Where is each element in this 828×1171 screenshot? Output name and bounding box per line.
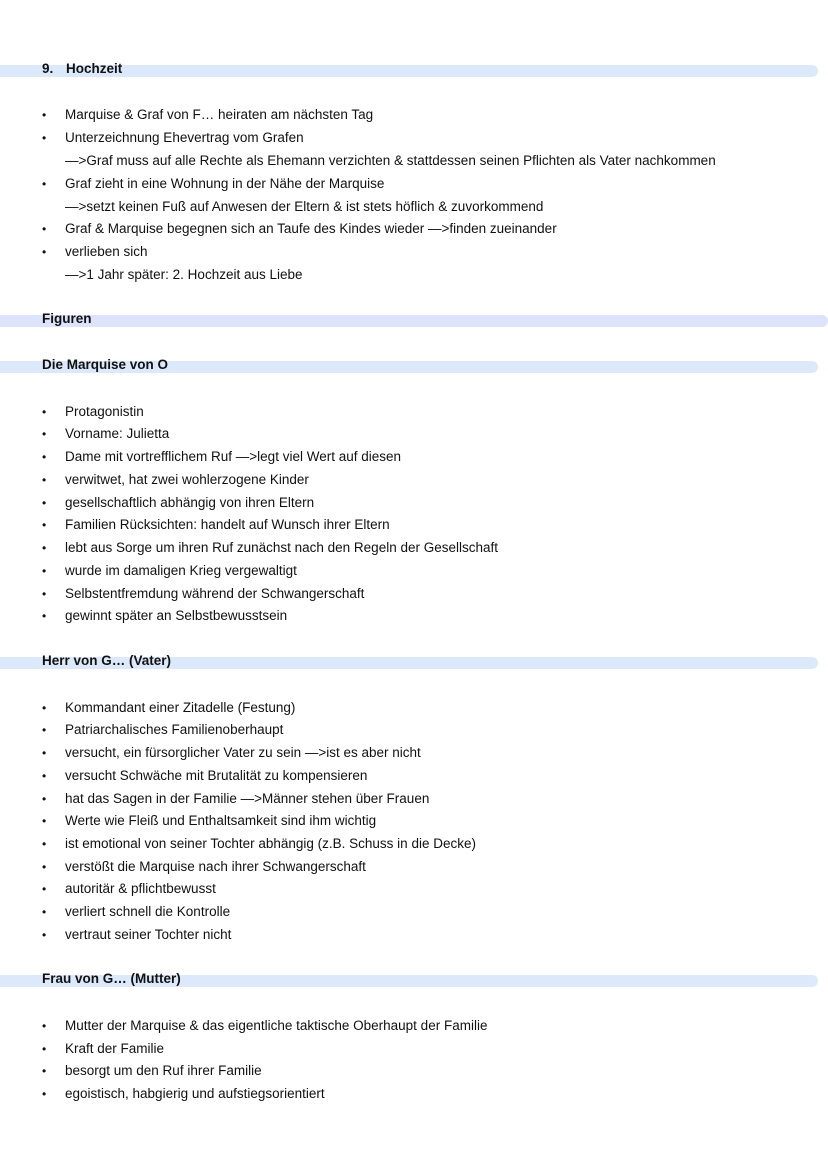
heading-text: Frau von G… (Mutter) [42, 971, 181, 986]
list-item: • verliert schnell die Kontrolle [42, 904, 231, 919]
list-item: • besorgt um den Ruf ihrer Familie [42, 1063, 262, 1078]
list-item: • Marquise & Graf von F… heiraten am nächsten Tag [42, 107, 374, 122]
list-item: • Graf & Marquise begegnen sich an Taufe des Kindes wieder —>finden zueinander [42, 221, 557, 236]
list-item: • Selbstentfremdung während der Schwangerschaft [42, 586, 365, 601]
list-item: • verlieben sich [42, 244, 148, 259]
list-item: • Dame mit vortrefflichem Ruf —>legt viel Wert auf diesen [42, 449, 402, 464]
list-item: • Mutter der Marquise & das eigentliche taktische Oberhaupt der Familie [42, 1018, 488, 1033]
list-item: • wurde im damaligen Krieg vergewaltigt [42, 563, 297, 578]
list-item: • ist emotional von seiner Tochter abhängig (z.B. Schuss in die Decke) [42, 836, 476, 851]
section-heading-hochzeit [0, 61, 818, 77]
heading-text: Figuren [42, 311, 92, 326]
list-item: • Kraft der Familie [42, 1041, 165, 1056]
list-item: • Unterzeichnung Ehevertrag vom Grafen [42, 130, 304, 145]
list-item: • versucht, ein fürsorglicher Vater zu sein —>ist es aber nicht [42, 745, 421, 760]
list-item: • Familien Rücksichten: handelt auf Wunsch ihrer Eltern [42, 517, 390, 532]
list-item: • gewinnt später an Selbstbewusstsein [42, 608, 288, 623]
list-item: • verwitwet, hat zwei wohlerzogene Kinder [42, 472, 309, 487]
section-heading-vater [0, 653, 818, 669]
list-subline: —>setzt keinen Fuß auf Anwesen der Eltern & ist stets höflich & zuvorkommend [65, 199, 544, 214]
heading-text: 9. Hochzeit [42, 61, 123, 76]
list-item: • Patriarchalisches Familienoberhaupt [42, 722, 284, 737]
list-item: • gesellschaftlich abhängig von ihren Eltern [42, 495, 315, 510]
heading-text: Die Marquise von O [42, 357, 169, 372]
list-item: • Kommandant einer Zitadelle (Festung) [42, 700, 296, 715]
section-heading-mutter [0, 971, 818, 987]
list-item: • vertraut seiner Tochter nicht [42, 927, 232, 942]
list-item: • egoistisch, habgierig und aufstiegsorientiert [42, 1086, 325, 1101]
list-item: • Graf zieht in eine Wohnung in der Nähe der Marquise [42, 176, 385, 191]
list-subline: —>Graf muss auf alle Rechte als Ehemann verzichten & stattdessen seinen Pflichten als Vater nachkommen [65, 153, 716, 168]
list-item: • Werte wie Fleiß und Enthaltsamkeit sind ihm wichtig [42, 813, 377, 828]
heading-text: Herr von G… (Vater) [42, 653, 172, 668]
section-heading-marquise [0, 357, 818, 373]
list-item: • Protagonistin [42, 404, 144, 419]
list-item: • lebt aus Sorge um ihren Ruf zunächst nach den Regeln der Gesellschaft [42, 540, 499, 555]
section-heading-figuren [0, 311, 828, 327]
list-item: • Vorname: Julietta [42, 426, 170, 441]
list-item: • versucht Schwäche mit Brutalität zu kompensieren [42, 768, 368, 783]
list-item: • verstößt die Marquise nach ihrer Schwangerschaft [42, 859, 366, 874]
list-item: • autoritär & pflichtbewusst [42, 881, 216, 896]
list-subline: —>1 Jahr später: 2. Hochzeit aus Liebe [65, 267, 303, 282]
list-item: • hat das Sagen in der Familie —>Männer stehen über Frauen [42, 791, 430, 806]
